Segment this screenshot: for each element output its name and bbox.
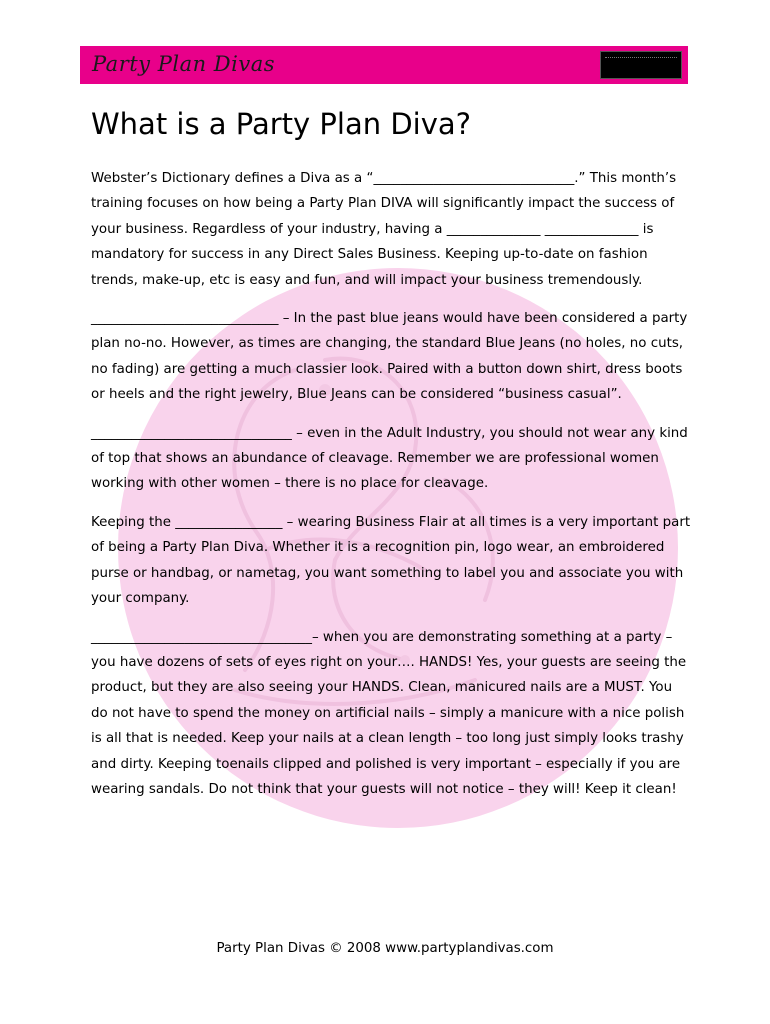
paragraph-blue-jeans: ____________________________ – In the past blue jeans would have been considered a party plan no-no. However, as times are changing, the standard Blue Jeans (no holes, no cuts, no fading) are getting a much classier look. Paired with a button down shirt, dress boots or heels and the right jewelry, Blue Jeans can be considered “business casual”.: [91, 311, 688, 403]
brand-title: Party Plan Divas: [92, 52, 276, 76]
header-bar: [80, 46, 688, 84]
paragraph-diva-definition: Webster’s Dictionary defines a Diva as a “______________________________.” This month’s training focuses on how being a Party Plan DIVA will significantly impact the success of your business. Regardless of your industry, having a ______________ ______________ is mandatory for success in any Direct Sales Business. Keeping up-to-date on fashion trends, make-up, etc is easy and fun, and will impact your business tremendously.: [91, 171, 677, 288]
footer-copyright: Party Plan Divas © 2008 www.partyplandivas.com: [216, 941, 554, 956]
paragraph-hands-nails: _________________________________– when you are demonstrating something at a party – you have dozens of sets of eyes right on your…. HANDS! Yes, your guests are seeing the product, but they are also seeing your HANDS. Clean, manicured nails are a MUST. You do not have to spend the money on artificial nails – simply a manicure with a nice polish is all that is needed. Keep your nails at a clean length – too long just simply looks trashy and dirty. Keeping toenails clipped and polished is very important – especially if you are wearing sandals. Do not think that your guests will not notice – they will! Keep it clean!: [91, 629, 687, 797]
page-title: What is a Party Plan Diva?: [91, 107, 472, 141]
document-body: [91, 104, 691, 815]
paragraph-cleavage: ______________________________ – even in the Adult Industry, you should not wear any kind of top that shows an abundance of cleavage. Remember we are professional women working with other women – there is no place for cleavage.: [91, 425, 688, 492]
header-black-box: [600, 51, 682, 79]
paragraph-business-flair: Keeping the ________________ – wearing Business Flair at all times is a very important part of being a Party Plan Diva. Whether it is a recognition pin, logo wear, an embroidered purse or handbag, or nametag, you want something to label you and associate you with your company.: [91, 514, 691, 607]
